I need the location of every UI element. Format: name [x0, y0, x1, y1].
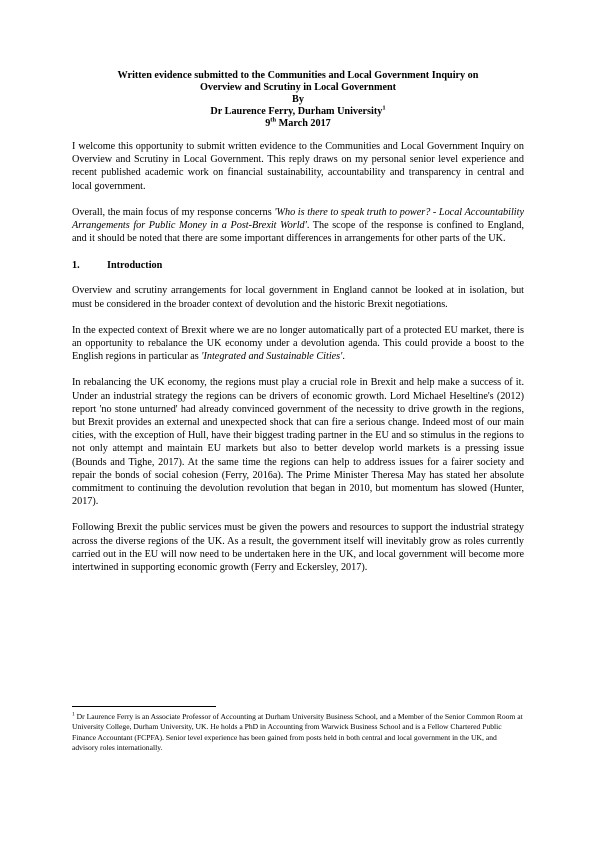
intro-p2-start: Overall, the main focus of my response concerns	[72, 206, 275, 218]
title-date	[72, 118, 524, 130]
intro-p2-end: . The scope of the response is confined to England, and it should be noted that there are some important differences in arrangements for other parts of the UK.	[72, 220, 524, 245]
document-title	[72, 70, 524, 130]
section-1-paragraph-2	[72, 324, 524, 364]
title-line-1: Written evidence submitted to the Communities and Local Government Inquiry on	[117, 70, 479, 81]
footnote-divider	[72, 706, 216, 707]
title-by: By	[292, 94, 304, 105]
date-month-year: March 2017	[278, 118, 331, 129]
intro-paragraph-2	[72, 206, 524, 246]
author-footnote-mark: 1	[382, 104, 386, 112]
section-1-title: Introduction	[107, 260, 163, 272]
intro-paragraph-1: I welcome this opportunity to submit written evidence to the Communities and Local Government Inquiry on Overview and Scrutiny in Local Government. This reply draws on my personal senior level experience and recent published academic work on financial sustainability, accountability and transparency in central and local government.	[72, 141, 524, 192]
section-1-number: 1.	[72, 260, 80, 272]
footnote-mark: 1	[72, 711, 75, 718]
author-name: Dr Laurence Ferry, Durham University	[210, 106, 383, 117]
section-1-paragraph-1: Overview and scrutiny arrangements for local government in England cannot be looked at in isolation, but must be considered in the broader context of devolution and the historic Brexit negotiations.	[72, 285, 524, 310]
footnote-text: Dr Laurence Ferry is an Associate Professor of Accounting at Durham University Business School, and a Member of the Senior Common Room at University College, Durham University, UK. He holds a PhD in Accounting from Warwick Business School and is a Fellow Chartered Public Finance Accountant (FCPFA). Senior level experience has been gained from posts held in both central and local government in the UK, and advisory roles internationally.	[72, 712, 523, 753]
title-author	[72, 106, 524, 118]
footnote	[72, 712, 524, 754]
s1-p2-start: In the expected context of Brexit where we are no longer automatically part of a protected EU market, there is an opportunity to rebalance the UK economy under a devolution agenda. This could provide a boost to the English regions in particular as	[72, 324, 524, 363]
s1-p2-end: .	[342, 351, 345, 363]
section-1-paragraph-4: Following Brexit the public services must be given the powers and resources to support the industrial strategy across the diverse regions of the UK. As a result, the government itself will inevitably grow as roles currently carried out in the EU will now need to be undertaken here in the UK, and local government will become more intertwined in supporting economic growth (Ferry and Eckersley, 2017).	[72, 522, 524, 574]
section-1-heading	[72, 259, 524, 272]
title-line-2: Overview and Scrutiny in Local Government	[199, 82, 397, 93]
section-1-paragraph-3: In rebalancing the UK economy, the regions must play a crucial role in Brexit and help make a success of it. Under an industrial strategy the regions can be drivers of economic growth. Lord Michael Heseltine's (2012) report 'no stone unturned' had already convinced government of the necessity to drive growth in the regions, but Brexit provides an external and unexpected shock that can fire a serious change. Indeed most of our main cities, with the exception of Hull, have their biggest trading partner in the EU and so stimulus in the regions to not only attempt and maintain EU markets but also to better develop world markets is a pressing issue (Bounds and Tighe, 2017). At the same time the regions can help to address issues for a fairer society and repair the bonds of social cohesion (Ferry, 2016a). The Prime Minister Theresa May has stated her absolute commitment to continuing the devolution revolution that began in 2010, but momentum has slowed (Hunter, 2017).	[72, 377, 524, 508]
s1-p2-italic: 'Integrated and Sustainable Cities'	[201, 351, 343, 363]
date-day: 9	[265, 118, 271, 129]
intro-p2-title: 'Who is there to speak truth to power? - Local Accountability Arrangements for Public Money in a Post-Brexit World'	[72, 206, 524, 232]
document-page	[72, 70, 524, 574]
date-ordinal: th	[270, 116, 277, 124]
